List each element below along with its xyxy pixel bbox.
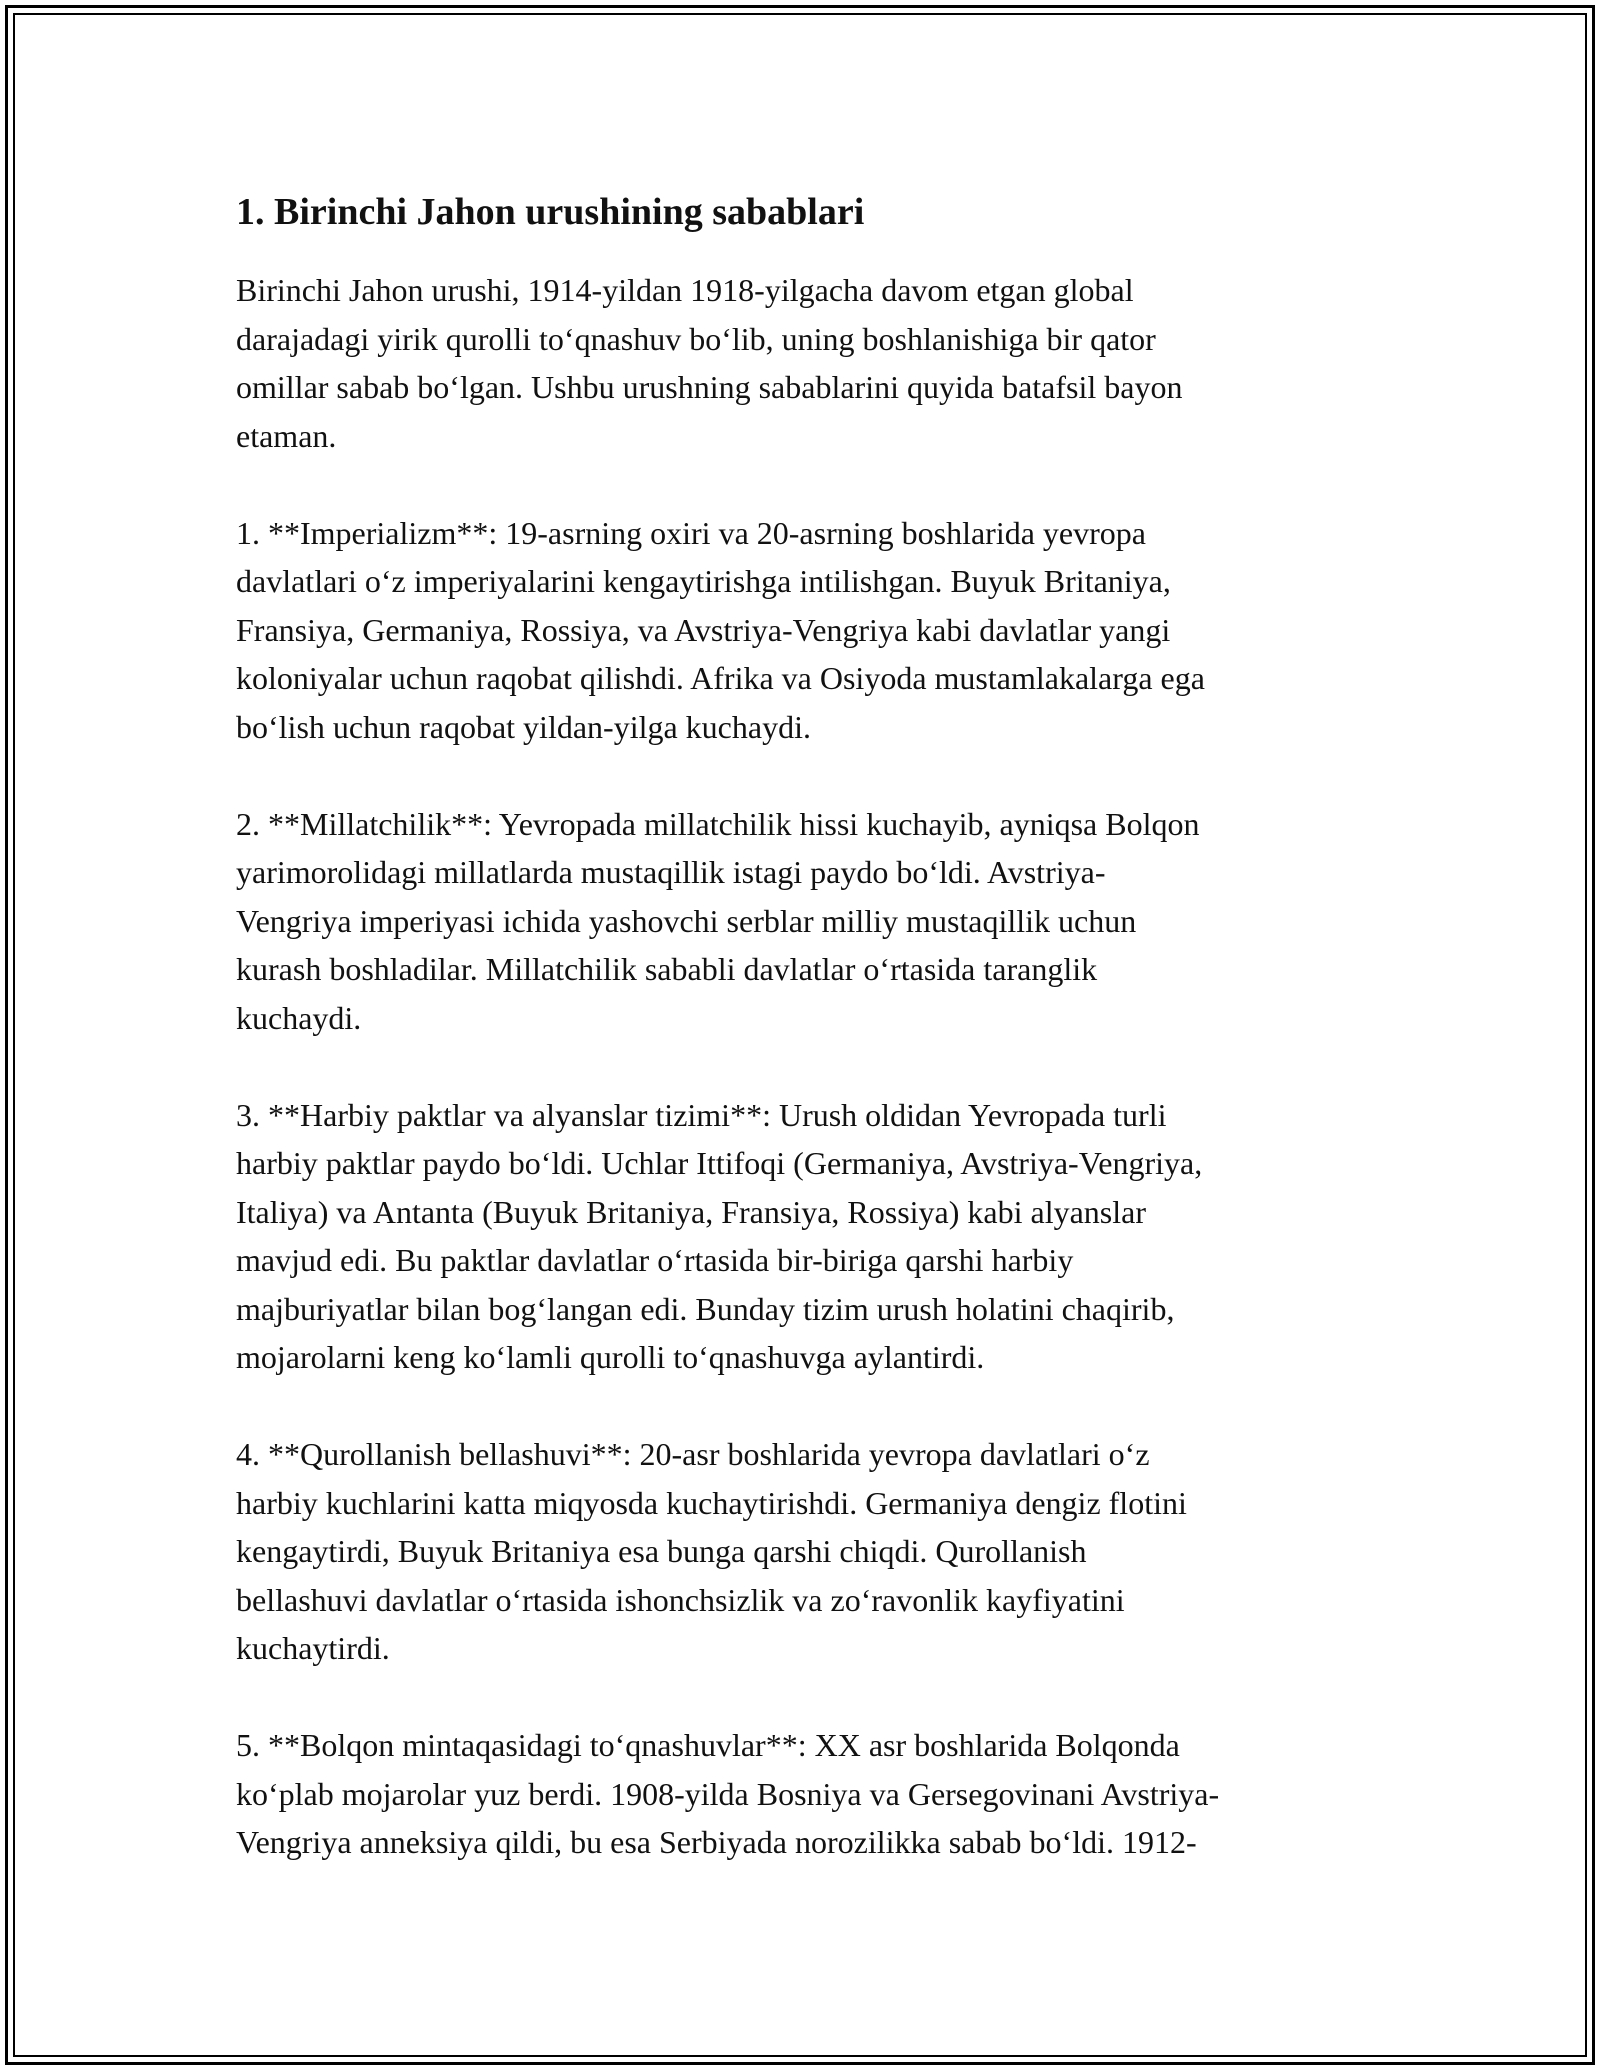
paragraph bbox=[236, 509, 1376, 752]
paragraph bbox=[236, 1091, 1376, 1382]
text-line: Vengriya imperiyasi ichida yashovchi serblar milliy mustaqillik uchun bbox=[236, 902, 1137, 939]
text-line: bellashuvi davlatlar o‘rtasida ishonchsizlik va zo‘ravonlik kayfiyatini bbox=[236, 1581, 1125, 1618]
text-line: ko‘plab mojarolar yuz berdi. 1908-yilda Bosniya va Gersegovinani Avstriya- bbox=[236, 1775, 1220, 1812]
text-line: etaman. bbox=[236, 417, 337, 454]
text-line: darajadagi yirik qurolli to‘qnashuv bo‘lib, uning boshlanishiga bir qator bbox=[236, 320, 1156, 357]
text-line: 2. **Millatchilik**: Yevropada millatchilik hissi kuchayib, ayniqsa Bolqon bbox=[236, 805, 1200, 842]
text-line: kuchaytirdi. bbox=[236, 1630, 390, 1666]
text-line: omillar sabab bo‘lgan. Ushbu urushning sabablarini quyida batafsil bayon bbox=[236, 369, 1183, 405]
document-body bbox=[236, 188, 1376, 1915]
text-line: mojarolarni keng ko‘lamli qurolli to‘qnashuvga aylantirdi. bbox=[236, 1339, 985, 1375]
text-line: harbiy paktlar paydo bo‘ldi. Uchlar Ittifoqi (Germaniya, Avstriya-Vengriya, bbox=[236, 1145, 1203, 1181]
paragraph bbox=[236, 800, 1376, 1043]
text-line: yarimorolidagi millatlarda mustaqillik istagi paydo bo‘ldi. Avstriya- bbox=[236, 854, 1106, 890]
text-line: majburiyatlar bilan bog‘langan edi. Bunday tizim urush holatini chaqirib, bbox=[236, 1290, 1175, 1327]
text-line: Vengriya anneksiya qildi, bu esa Serbiyada norozilikka sabab bo‘ldi. 1912- bbox=[236, 1824, 1197, 1860]
text-line: kengaytirdi, Buyuk Britaniya esa bunga qarshi chiqdi. Qurollanish bbox=[236, 1533, 1087, 1569]
text-line: davlatlari o‘z imperiyalarini kengaytirishga intilishgan. Buyuk Britaniya, bbox=[236, 563, 1171, 599]
text-line: 4. **Qurollanish bellashuvi**: 20-asr boshlarida yevropa davlatlari o‘z bbox=[236, 1436, 1150, 1472]
paragraph bbox=[236, 1430, 1376, 1673]
text-line: Fransiya, Germaniya, Rossiya, va Avstriya-Vengriya kabi davlatlar yangi bbox=[236, 611, 1171, 648]
text-line: Birinchi Jahon urushi, 1914-yildan 1918-yilgacha davom etgan global bbox=[236, 272, 1134, 308]
text-line: kurash boshladilar. Millatchilik sababli davlatlar o‘rtasida taranglik bbox=[236, 951, 1098, 987]
text-line: mavjud edi. Bu paktlar davlatlar o‘rtasida bir-biriga qarshi harbiy bbox=[236, 1242, 1074, 1278]
paragraph bbox=[236, 266, 1376, 460]
paragraph-list bbox=[236, 266, 1376, 1867]
text-line: harbiy kuchlarini katta miqyosda kuchaytirishdi. Germaniya dengiz flotini bbox=[236, 1484, 1187, 1521]
text-line: 5. **Bolqon mintaqasidagi to‘qnashuvlar**: XX asr boshlarida Bolqonda bbox=[236, 1727, 1180, 1763]
paragraph bbox=[236, 1721, 1376, 1867]
text-line: 3. **Harbiy paktlar va alyanslar tizimi**: Urush oldidan Yevropada turli bbox=[236, 1096, 1167, 1133]
text-line: bo‘lish uchun raqobat yildan-yilga kuchaydi. bbox=[236, 708, 811, 745]
text-line: Italiya) va Antanta (Buyuk Britaniya, Fransiya, Rossiya) kabi alyanslar bbox=[236, 1193, 1146, 1230]
text-line: 1. **Imperializm**: 19-asrning oxiri va 20-asrning boshlarida yevropa bbox=[236, 514, 1146, 551]
text-line: koloniyalar uchun raqobat qilishdi. Afrika va Osiyoda mustamlakalarga ega bbox=[236, 660, 1205, 696]
text-line: kuchaydi. bbox=[236, 999, 362, 1036]
document-heading: 1. Birinchi Jahon urushining sabablari bbox=[236, 191, 865, 233]
